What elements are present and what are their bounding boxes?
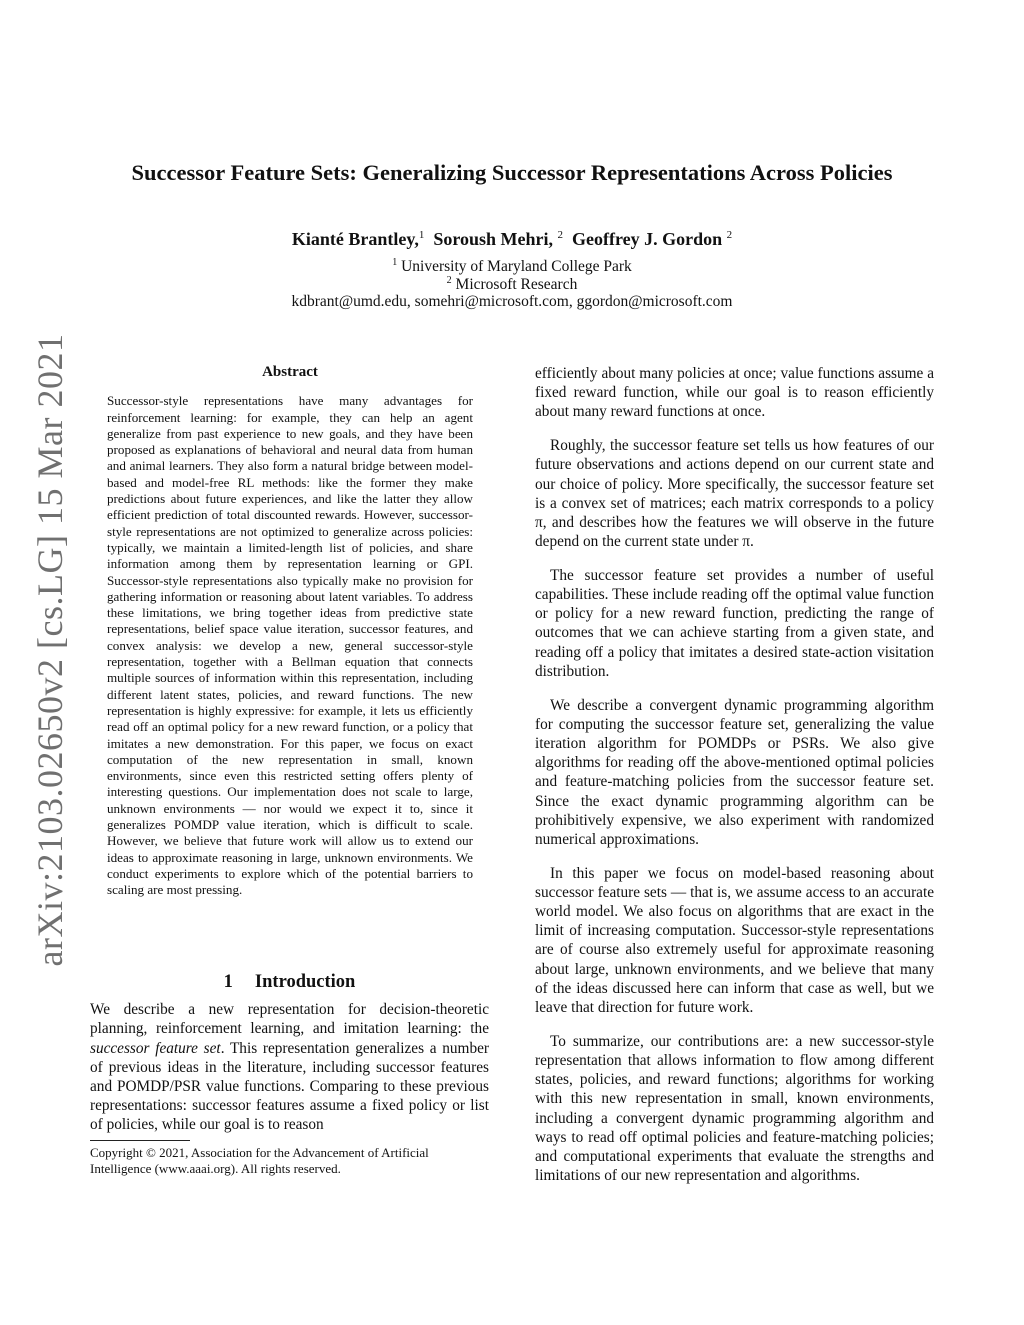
- author-name: Soroush Mehri,: [433, 229, 554, 249]
- abstract-text: Successor-style representations have many advantages for reinforcement learning: for example, they can help an agent generalize from past experience to new goals, and they have been proposed as explanations of behavioral and neural data from human and animal learners. They also form a natural bridge between model-based and model-free RL methods: like the former they make predictions about future experiences, and like the latter they allow efficient prediction of total discounted rewards. However, successor-style representations are not optimized to generalize across policies: typically, we maintain a limited-length list of policies, and share information among them by representation learning or GPI. Successor-style representations also typically make no provision for gathering information or reasoning about latent variables. To address these limitations, we bring together ideas from predictive state representations, belief space value iteration, successor features, and convex analysis: we develop a new, general successor-style representation, together with a Bellman equation that connects multiple sources of information within this representation, including different latent states, policies, and reward functions. The new representation is highly expressive: for example, it lets us efficiently read off an optimal policy for a new reward function, or a policy that imitates a new demonstration. For this paper, we focus on exact computation of the new representation in small, known environments, since even this restricted setting offers plenty of interesting questions. Our implementation does not scale to large, unknown environments — nor would we expect it to, since it generalizes POMDP value iteration, which is difficult to scale. However, we believe that future work will allow us to extend our ideas to approximate reasoning in large, unknown environments. We conduct experiments to explore which of the potential barriers to scaling are most pressing.: [107, 393, 473, 898]
- footnote-divider: [90, 1140, 190, 1141]
- paragraph: In this paper we focus on model-based reasoning about successor feature sets — that is, we assume access to an accurate world model. We also focus on algorithms that are exact in the limit of increasing computation. Successor-style representations are of course also extremely useful for approximate reasoning about large, unknown environments, and we believe that many of the ideas discussed here can inform that case as well, but we leave that direction for future work.: [535, 864, 934, 1017]
- section-title: Introduction: [254, 972, 356, 992]
- section-number: 1: [223, 972, 233, 992]
- author-affiliation-mark: 2: [557, 229, 564, 241]
- author-name: Kianté Brantley,: [291, 229, 419, 249]
- paragraph: Roughly, the successor feature set tells us how features of our future observations and actions depend on our current state and our choice of policy. More specifically, the successor feature set is a convex set of matrices; each matrix corresponds to a policy π, and describes how the features we will observe in the future depend on the current state under π.: [535, 437, 934, 551]
- author-emails: kdbrant@umd.edu, somehri@microsoft.com, ggordon@microsoft.com: [291, 293, 733, 310]
- intro-emphasis: successor feature set: [90, 1039, 221, 1057]
- introduction-section: [90, 973, 489, 1135]
- abstract-section: [107, 364, 473, 899]
- affiliation: [0, 257, 1024, 276]
- paragraph: The successor feature set provides a number of useful capabilities. These include reading off the optimal value function or policy for a new reward function, predicting the range of outcomes that we can achieve starting from a given state, and reading off a policy that imitates a desired state-action visitation distribution.: [535, 566, 934, 680]
- affiliation-name: Microsoft Research: [455, 276, 578, 294]
- paragraph: We describe a convergent dynamic programming algorithm for computing the successor feature set, generalizing the value iteration algorithm for POMDPs or PSRs. We also give algorithms for reading off the above-mentioned optimal policies and feature-matching policies from the successor feature set. Since the exact dynamic programming algorithm can be prohibitively expensive, we also experiment with randomized numerical approximations.: [535, 696, 934, 848]
- author-name: Geoffrey J. Gordon: [572, 229, 723, 249]
- author-affiliation-mark: 1: [418, 229, 425, 241]
- paper-title: Successor Feature Sets: Generalizing Successor Representations Across Policies: [131, 160, 893, 185]
- section-heading: [90, 973, 489, 992]
- author-affiliation-mark: 2: [726, 229, 733, 241]
- arxiv-identifier: arXiv:2103.02650v2 [cs.LG] 15 Mar 2021: [30, 333, 70, 967]
- abstract-heading: Abstract: [262, 364, 318, 380]
- right-column: [535, 364, 934, 1200]
- author-list: [0, 229, 1024, 250]
- affiliation-name: University of Maryland College Park: [401, 258, 632, 276]
- intro-text-start: We describe a new representation for decision-theoretic planning, reinforcement learning, and imitation learning: the: [90, 1001, 489, 1038]
- affiliation-mark: 2: [446, 275, 452, 286]
- paragraph: To summarize, our contributions are: a new successor-style representation that allows information to flow among different states, policies, and reward functions; algorithms for working with this new representation in small, known environments, including a convergent dynamic programming algorithm and ways to read off optimal policies and feature-matching policies; and computational experiments that evaluate the strengths and limitations of our new representation and algorithms.: [535, 1032, 934, 1185]
- paragraph: efficiently about many policies at once; value functions assume a fixed reward function, while our goal is to reason efficiently about many reward functions at once.: [535, 365, 934, 421]
- intro-text-end: . This representation generalizes a number of previous ideas in the literature, including successor features and POMDP/PSR value functions. Comparing to these previous representations: successor features assume a fixed policy or list of policies, while our goal is to reason: [90, 1039, 489, 1134]
- intro-paragraph: [90, 1000, 489, 1134]
- copyright-footnote: Copyright © 2021, Association for the Advancement of Artificial Intelligence (www.aaai.org). All rights reserved.: [90, 1145, 429, 1176]
- affiliation: [0, 275, 1024, 294]
- affiliation-mark: 1: [392, 257, 398, 268]
